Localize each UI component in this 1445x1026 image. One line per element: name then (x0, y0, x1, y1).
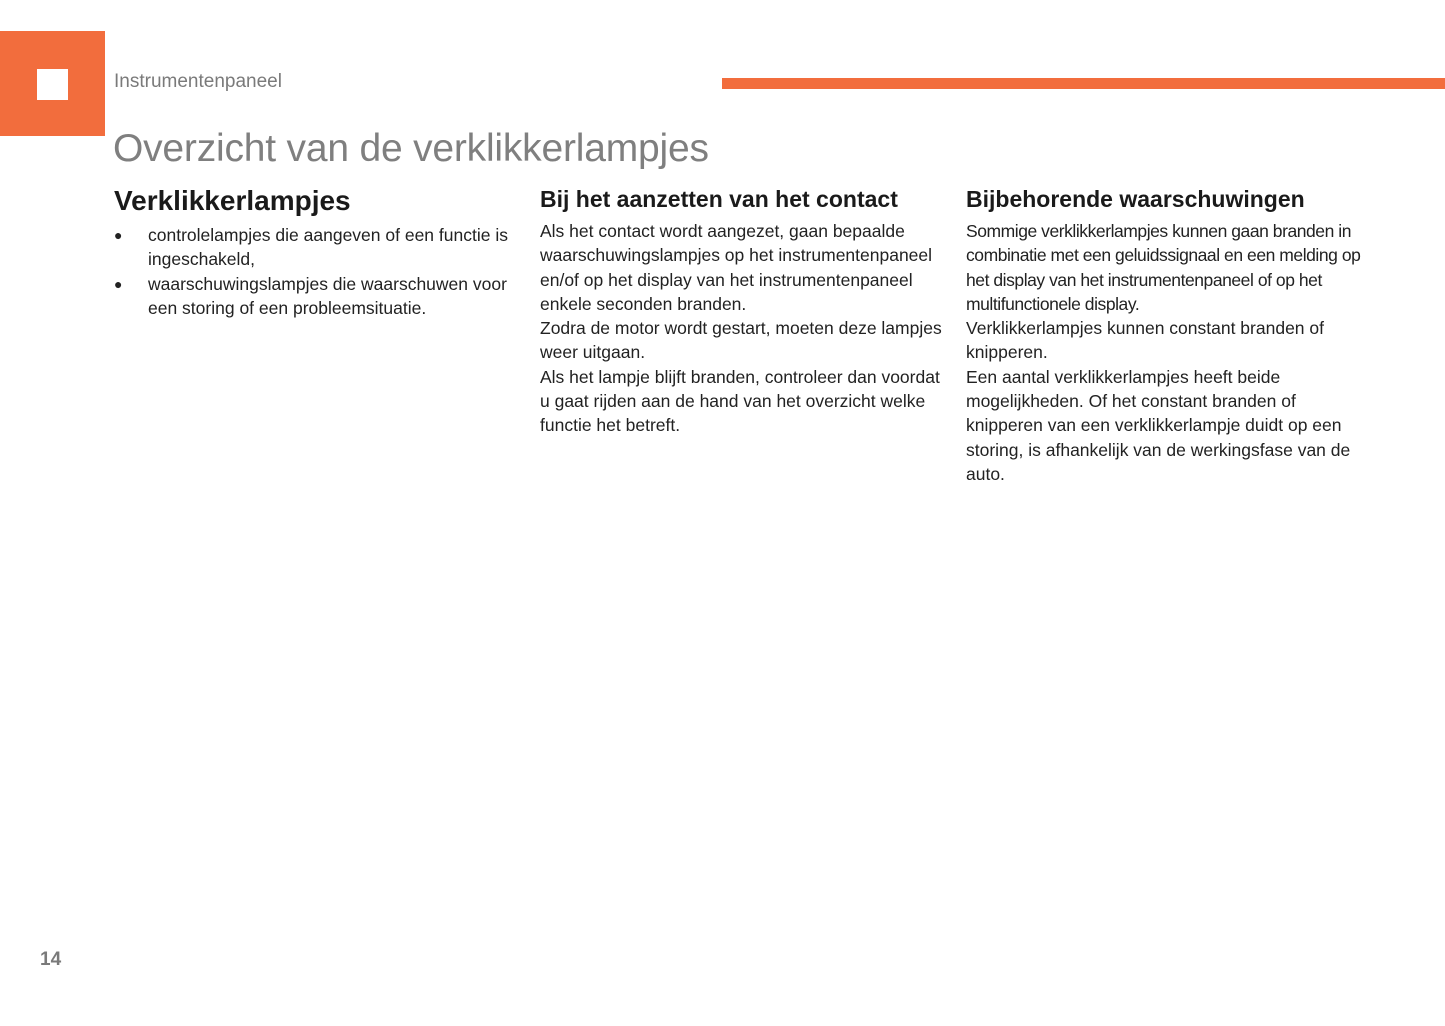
list-item (114, 223, 514, 272)
chapter-tab (0, 31, 105, 136)
bullet-icon: ● (114, 227, 123, 243)
page-title: Overzicht van de verklikkerlampjes (113, 127, 709, 170)
bullet-icon: ● (114, 275, 123, 292)
column-heading: Bijbehorende waarschuwingen (966, 186, 1305, 212)
column-verklikkerlampjes (114, 184, 514, 320)
column-aanzetten-contact (540, 184, 945, 438)
column-heading: Bij het aanzetten van het contact (540, 186, 898, 212)
list-item-text: controlelampjes die aangeven of een functie is ingeschakeld, (148, 225, 508, 270)
paragraph: Een aantal verklikkerlampjes heeft beide mogelijkheden. Of het constant branden of knipperen van een verklikkerlampje duidt op een storing, is afhankelijk van de werkingsfase van de auto. (966, 366, 1351, 484)
header-accent-bar (722, 78, 1445, 89)
list-item-text: waarschuwingslampjes die waarschuwen voor een storing of een probleemsituatie. (148, 273, 507, 318)
paragraph: Zodra de motor wordt gestart, moeten deze lampjes weer uitgaan. (540, 318, 942, 363)
section-label: Instrumentenpaneel (114, 71, 282, 92)
bullet-list (114, 223, 514, 320)
list-item (114, 272, 514, 321)
paragraph: Sommige verklikkerlampjes kunnen gaan branden in combinatie met een geluidssignaal en een melding op het display van het instrumentenpaneel of op het multifunctionele display. (966, 221, 1361, 314)
column-waarschuwingen (966, 184, 1366, 486)
chapter-square-icon (37, 69, 68, 100)
column-heading: Verklikkerlampjes (114, 185, 351, 216)
page-number: 14 (40, 949, 62, 970)
paragraph: Als het contact wordt aangezet, gaan bepaalde waarschuwingslampjes op het instrumentenpaneel en/of op het display van het instrumentenpaneel enkele seconden branden. (540, 221, 933, 314)
paragraph: Als het lampje blijft branden, controleer dan voordat u gaat rijden aan de hand van het overzicht welke functie het betreft. (540, 366, 940, 436)
paragraph: Verklikkerlampjes kunnen constant branden of knipperen. (966, 318, 1324, 363)
